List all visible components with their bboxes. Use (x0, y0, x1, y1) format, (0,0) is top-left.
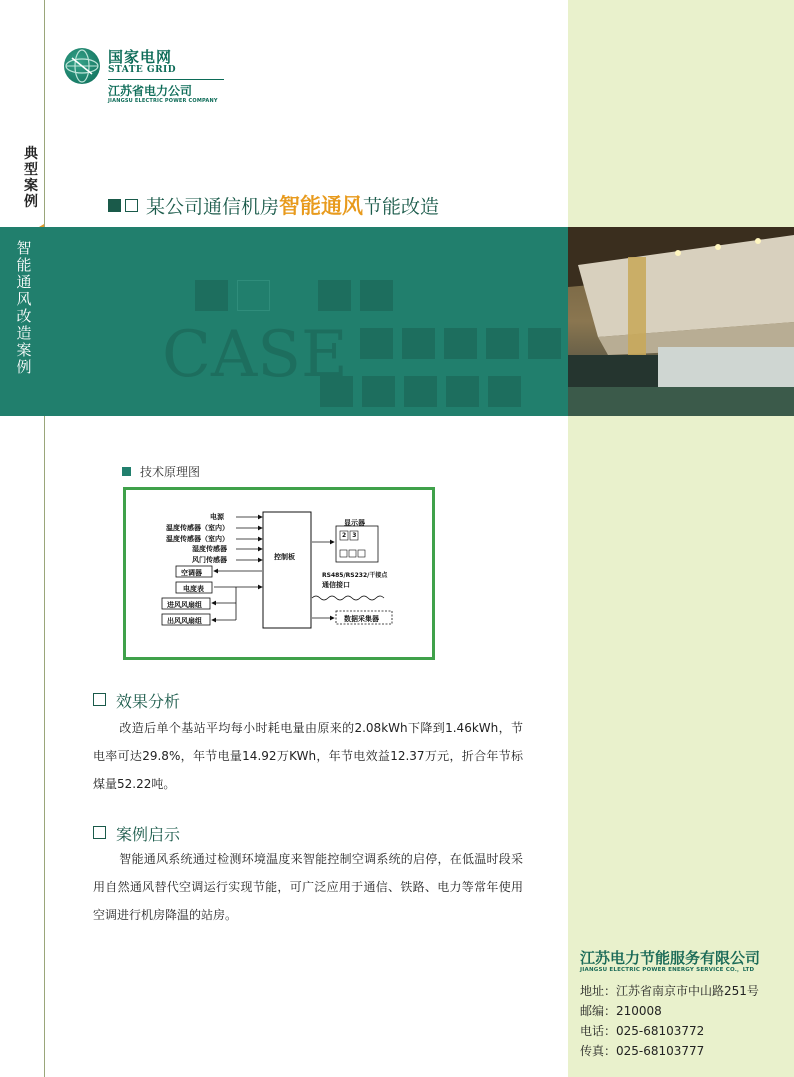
decor-block (360, 328, 393, 359)
technical-diagram (123, 487, 435, 660)
title-prefix: 某公司通信机房 (146, 196, 280, 218)
globe-icon (64, 48, 100, 84)
filled-square-icon (108, 199, 121, 212)
input-label: 湿度传感器 (192, 545, 227, 553)
decor-block (528, 328, 561, 359)
output-label: 进风风扇组 (167, 601, 202, 609)
controller-label: 控制板 (274, 553, 295, 561)
company-name-en: JIANGSU ELECTRIC POWER ENERGY SERVICE CO.，LTD (580, 967, 755, 973)
decor-block (318, 280, 351, 311)
output-label: 出风风扇组 (167, 617, 202, 625)
title-suffix: 节能改造 (363, 196, 440, 218)
case-watermark: CASE (162, 318, 348, 392)
display-digits: 2 3 (342, 532, 359, 539)
collector-label: 数据采集器 (344, 615, 379, 623)
input-label: 温度传感器（室内） (166, 535, 229, 543)
section-heading-insight: 案例启示 (93, 822, 180, 845)
factory-photo (568, 227, 794, 416)
hollow-square-icon (125, 199, 138, 212)
decor-block (488, 376, 521, 407)
decor-block (360, 280, 393, 311)
postcode: 邮编：210008 (580, 1004, 662, 1018)
interface-label: RS485/RS232/干接点 (322, 572, 388, 579)
logo-name-cn: 国家电网 (108, 48, 173, 66)
hollow-square-icon (93, 693, 106, 706)
logo-divider (108, 79, 224, 80)
decor-block (444, 328, 477, 359)
decor-block (446, 376, 479, 407)
hollow-square-icon (93, 826, 106, 839)
diagram-section-label (122, 463, 200, 480)
input-label: 电源 (210, 513, 224, 521)
section-body-effect: 改造后单个基站平均每小时耗电量由原来的2.08kWh下降到1.46kWh，节电率可达29.8%，年节电量14.92万KWh，年节电效益12.37万元，折合年节标煤量52.22吨。 (93, 721, 523, 791)
diagram-section-title: 技术原理图 (140, 465, 201, 479)
company-name-cn: 江苏电力节能服务有限公司 (580, 949, 761, 967)
sidebar-category-label: 典型案例 (24, 146, 38, 210)
right-side-panel (568, 0, 794, 1077)
interface-label-2: 通信接口 (322, 581, 350, 589)
address: 地址：江苏省南京市中山路251号 (580, 984, 759, 998)
title-highlight: 智能通风 (279, 194, 364, 218)
logo-name-en: STATE GRID (108, 65, 177, 75)
page-title (108, 190, 439, 220)
input-label: 风门传感器 (192, 556, 227, 564)
display-label: 显示器 (344, 519, 365, 527)
output-label: 电度表 (183, 585, 204, 593)
decor-block (195, 280, 228, 311)
sidebar-case-label: 智能通风改造案例 (16, 239, 32, 376)
decor-block (486, 328, 519, 359)
decor-block (237, 280, 270, 311)
input-label: 温度传感器（室内） (166, 524, 229, 532)
decor-block (402, 328, 435, 359)
decor-block (362, 376, 395, 407)
section-body-insight: 智能通风系统通过检测环境温度来智能控制空调系统的启停，在低温时段采用自然通风替代空调运行实现节能，可广泛应用于通信、铁路、电力等常年使用空调进行机房降温的站房。 (93, 852, 523, 922)
output-label: 空调器 (181, 569, 202, 577)
left-margin-rule (44, 0, 45, 1077)
fax: 传真：025-68103777 (580, 1044, 705, 1058)
decor-block (404, 376, 437, 407)
logo-subsidiary-en: JIANGSU ELECTRIC POWER COMPANY (108, 98, 218, 104)
phone: 电话：025-68103772 (580, 1024, 705, 1038)
logo-subsidiary-cn: 江苏省电力公司 (108, 84, 193, 98)
filled-square-icon (122, 467, 131, 476)
state-grid-logo (64, 44, 234, 108)
section-heading-effect: 效果分析 (93, 689, 180, 712)
